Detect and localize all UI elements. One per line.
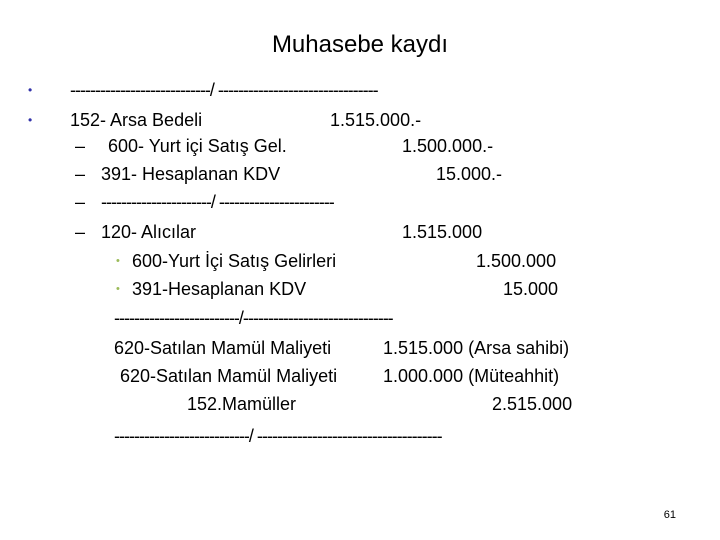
sub-bullet-icon: • [116, 283, 120, 295]
dash-marker: – [75, 222, 86, 242]
amount-hesaplanan-kdv-sub: 15.000 [503, 279, 559, 299]
dash-marker: – [75, 164, 86, 184]
bullet-icon: • [28, 113, 33, 127]
dash-marker: – [75, 136, 86, 156]
separator-line-1: ----------------------------/ -------------------------------- [70, 80, 378, 100]
slide-title: Muhasebe kaydı [271, 31, 449, 58]
account-alicilar: 120- Alıcılar [101, 222, 197, 242]
dash-marker: – [75, 192, 86, 212]
separator-line-4: ---------------------------/ ------------------------------------- [114, 426, 442, 446]
amount-satilan-mamul-maliyeti-1: 1.515.000 (Arsa sahibi) [383, 338, 570, 358]
amount-hesaplanan-kdv: 15.000.- [436, 164, 503, 184]
bullet-icon: • [28, 83, 33, 97]
amount-mamuller: 2.515.000 [492, 394, 573, 414]
account-hesaplanan-kdv-sub: 391-Hesaplanan KDV [132, 279, 307, 299]
separator-line-2: ----------------------/ ----------------------- [101, 192, 334, 212]
account-satilan-mamul-maliyeti-1: 620-Satılan Mamül Maliyeti [114, 338, 332, 358]
account-satilan-mamul-maliyeti-2: 620-Satılan Mamül Maliyeti [120, 366, 338, 386]
account-hesaplanan-kdv: 391- Hesaplanan KDV [101, 164, 281, 184]
account-mamuller: 152.Mamüller [187, 394, 297, 414]
amount-yurt-ici-satis: 1.500.000.- [402, 136, 494, 156]
separator-line-3: -------------------------/------------------------------ [114, 308, 393, 328]
amount-arsa-bedeli: 1.515.000.- [330, 110, 422, 130]
amount-satilan-mamul-maliyeti-2: 1.000.000 (Müteahhit) [383, 366, 560, 386]
sub-bullet-icon: • [116, 255, 120, 267]
account-arsa-bedeli: 152- Arsa Bedeli [70, 110, 203, 130]
account-yurt-ici-satis: 600- Yurt içi Satış Gel. [108, 136, 287, 156]
amount-yurt-ici-satis-gelirleri: 1.500.000 [476, 251, 557, 271]
page-number: 61 [663, 509, 676, 521]
account-yurt-ici-satis-gelirleri: 600-Yurt İçi Satış Gelirleri [132, 251, 337, 271]
amount-alicilar: 1.515.000 [402, 222, 483, 242]
